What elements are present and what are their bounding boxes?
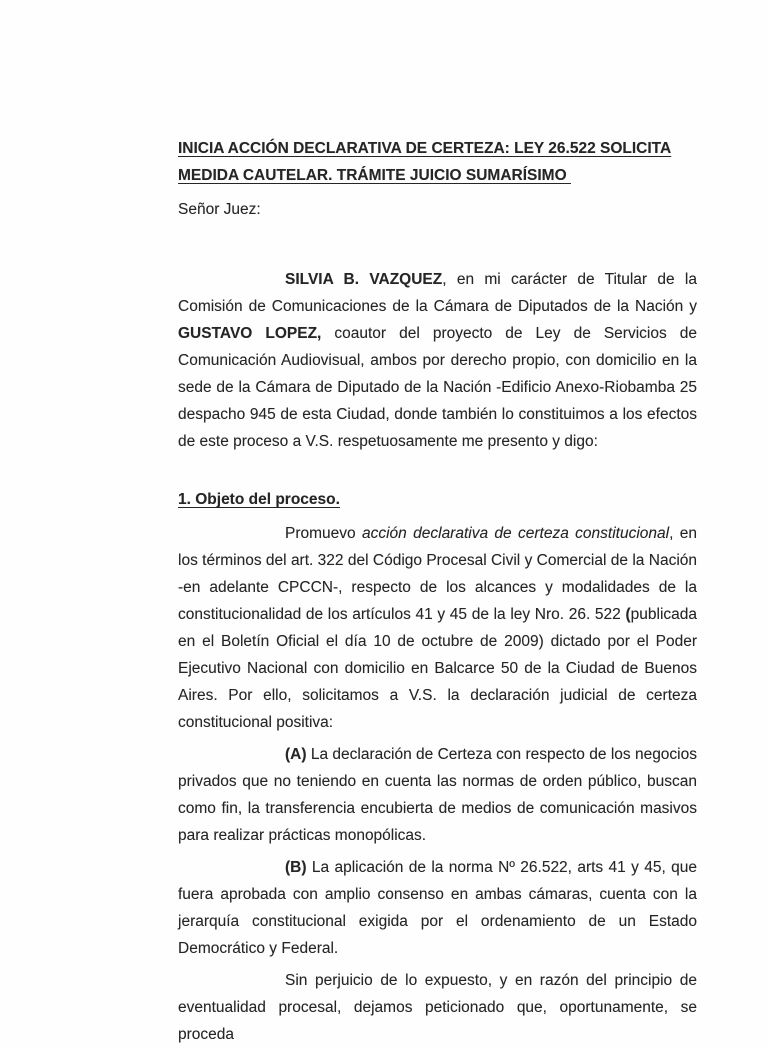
text-run: , en los términos del art. 322 del Código Procesal Civil y Comercial de la Nación -en adelante CPCCN-, respecto de los alcances y modalidades de la constitucionalidad de los artículos 41 y 45 de la ley Nro. 26. 522 [178, 525, 697, 623]
text-run: Sin perjuicio de lo expuesto, y en razón del principio de eventualidad procesal, dejamos peticionado que, oportunamente, se proceda [178, 972, 697, 1043]
text-run: SILVIA B. VAZQUEZ [285, 271, 443, 288]
text-run: Señor Juez: [178, 201, 261, 218]
section-heading [178, 486, 697, 513]
text-run: , en mi carácter de Titular de la Comisión de Comunicaciones de la Cámara de Diputados de la Nación y [178, 271, 697, 315]
text-run: La declaración de Certeza con respecto de los negocios privados que no teniendo en cuenta las normas de orden público, buscan como fin, la transferencia encubierta de medios de comunicación masivos para realizar prácticas monopólicas. [178, 746, 697, 844]
text-run: (B) [285, 859, 307, 876]
paragraph [178, 520, 697, 736]
paragraph [178, 266, 697, 455]
text-run: ( [625, 606, 631, 623]
paragraph [178, 854, 697, 962]
paragraph [178, 967, 697, 1048]
document-title [178, 135, 697, 189]
text-run: Promuevo [285, 525, 362, 542]
text-run: (A) [285, 746, 307, 763]
text-run: coautor del proyecto de Ley de Servicios de Comunicación Audiovisual, ambos por derecho propio, con domicilio en la sede de la Cámara de Diputado de la Nación -Edificio Anexo-Riobamba 25 despacho 945 de esta Ciudad, donde también lo constituimos a los efectos de este proceso a V.S. respetuosamente me presento y digo: [178, 325, 697, 450]
paragraph [178, 741, 697, 849]
document-body [178, 135, 697, 1048]
salutation-line [178, 196, 697, 223]
text-run: La aplicación de la norma Nº 26.522, arts 41 y 45, que fuera aprobada con amplio consenso en ambas cámaras, cuenta con la jerarquía constitucional exigida por el ordenamiento de un Estado Democrático y Federal. [178, 859, 697, 957]
text-run: GUSTAVO LOPEZ, [178, 325, 322, 342]
text-run: 1. Objeto del proceso. [178, 491, 340, 508]
text-run: INICIA ACCIÓN DECLARATIVA DE CERTEZA: LEY 26.522 SOLICITA MEDIDA CAUTELAR. TRÁMITE JUICIO SUMARÍSIMO [178, 140, 672, 184]
text-run: publicada en el Boletín Oficial el día 10 de octubre de 2009) dictado por el Poder Ejecutivo Nacional con domicilio en Balcarce 50 de la Ciudad de Buenos Aires. Por ello, solicitamos a V.S. la declaración judicial de certeza constitucional positiva: [178, 606, 697, 731]
text-run: acción declarativa de certeza constitucional [361, 525, 670, 542]
